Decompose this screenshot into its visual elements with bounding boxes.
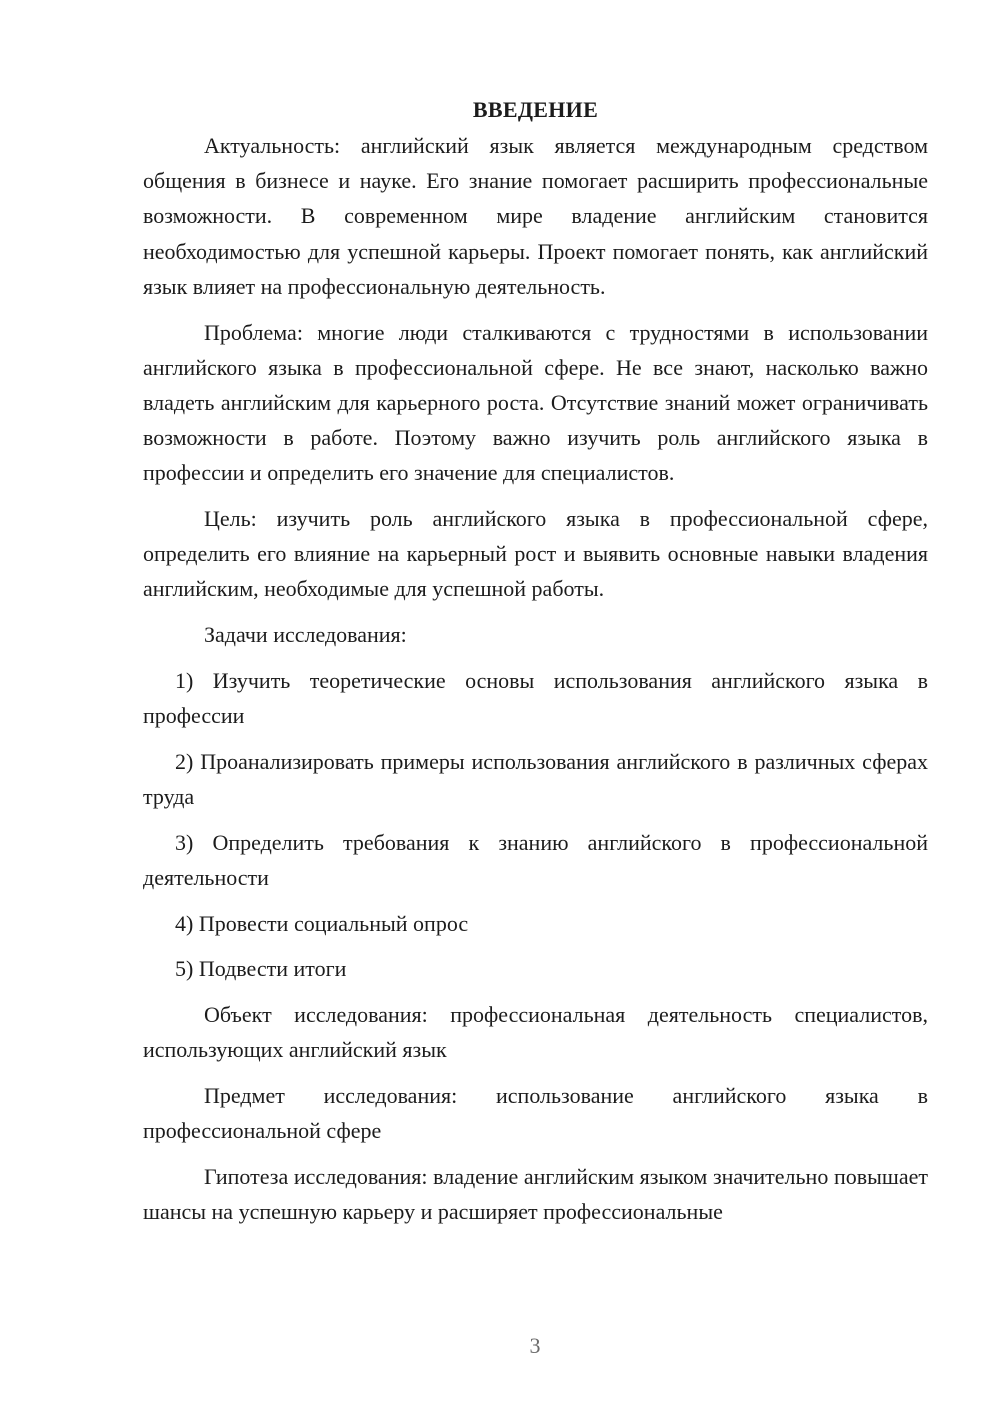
problem-paragraph: Проблема: многие люди сталкиваются с трудностями в использовании английского языка в профессиональной сфере. Не все знают, насколько важно владеть английским для карьерного роста. Отсутствие знаний может ограничивать возможности в работе. Поэтому важно изучить роль английского языка в профессии и определить его значение для специалистов.	[143, 319, 928, 486]
document-page	[143, 92, 928, 1240]
task-item: 3) Определить требования к знанию английского в профессиональной деятельности	[143, 829, 928, 890]
relevance-paragraph: Актуальность: английский язык является международным средством общения в бизнесе и науке. Его знание помогает расширить профессиональные возможности. В современном мире владение английским становится необходимостью для успешной карьеры. Проект помогает понять, как английский язык влияет на профессиональную деятельность.	[143, 133, 928, 299]
task-item: 2) Проанализировать примеры использования английского в различных сферах труда	[143, 748, 928, 809]
tasks-heading: Задачи исследования:	[204, 622, 407, 648]
object-paragraph: Объект исследования: профессиональная деятельность специалистов, использующих английский язык	[143, 1001, 928, 1063]
hypothesis-paragraph: Гипотеза исследования: владение английским языком значительно повышает шансы на успешную карьеру и расширяет профессиональные	[143, 1163, 928, 1224]
section-heading: ВВЕДЕНИЕ	[472, 97, 599, 122]
task-item: 4) Провести социальный опрос	[175, 910, 469, 936]
page-number: 3	[529, 1333, 541, 1358]
subject-paragraph: Предмет исследования: использование английского языка в профессиональной сфере	[143, 1082, 928, 1144]
task-item: 1) Изучить теоретические основы использования английского языка в профессии	[143, 667, 928, 729]
goal-paragraph: Цель: изучить роль английского языка в профессиональной сфере, определить его влияние на карьерный рост и выявить основные навыки владения английским, необходимые для успешной работы.	[143, 506, 928, 602]
task-item: 5) Подвести итоги	[175, 956, 347, 982]
